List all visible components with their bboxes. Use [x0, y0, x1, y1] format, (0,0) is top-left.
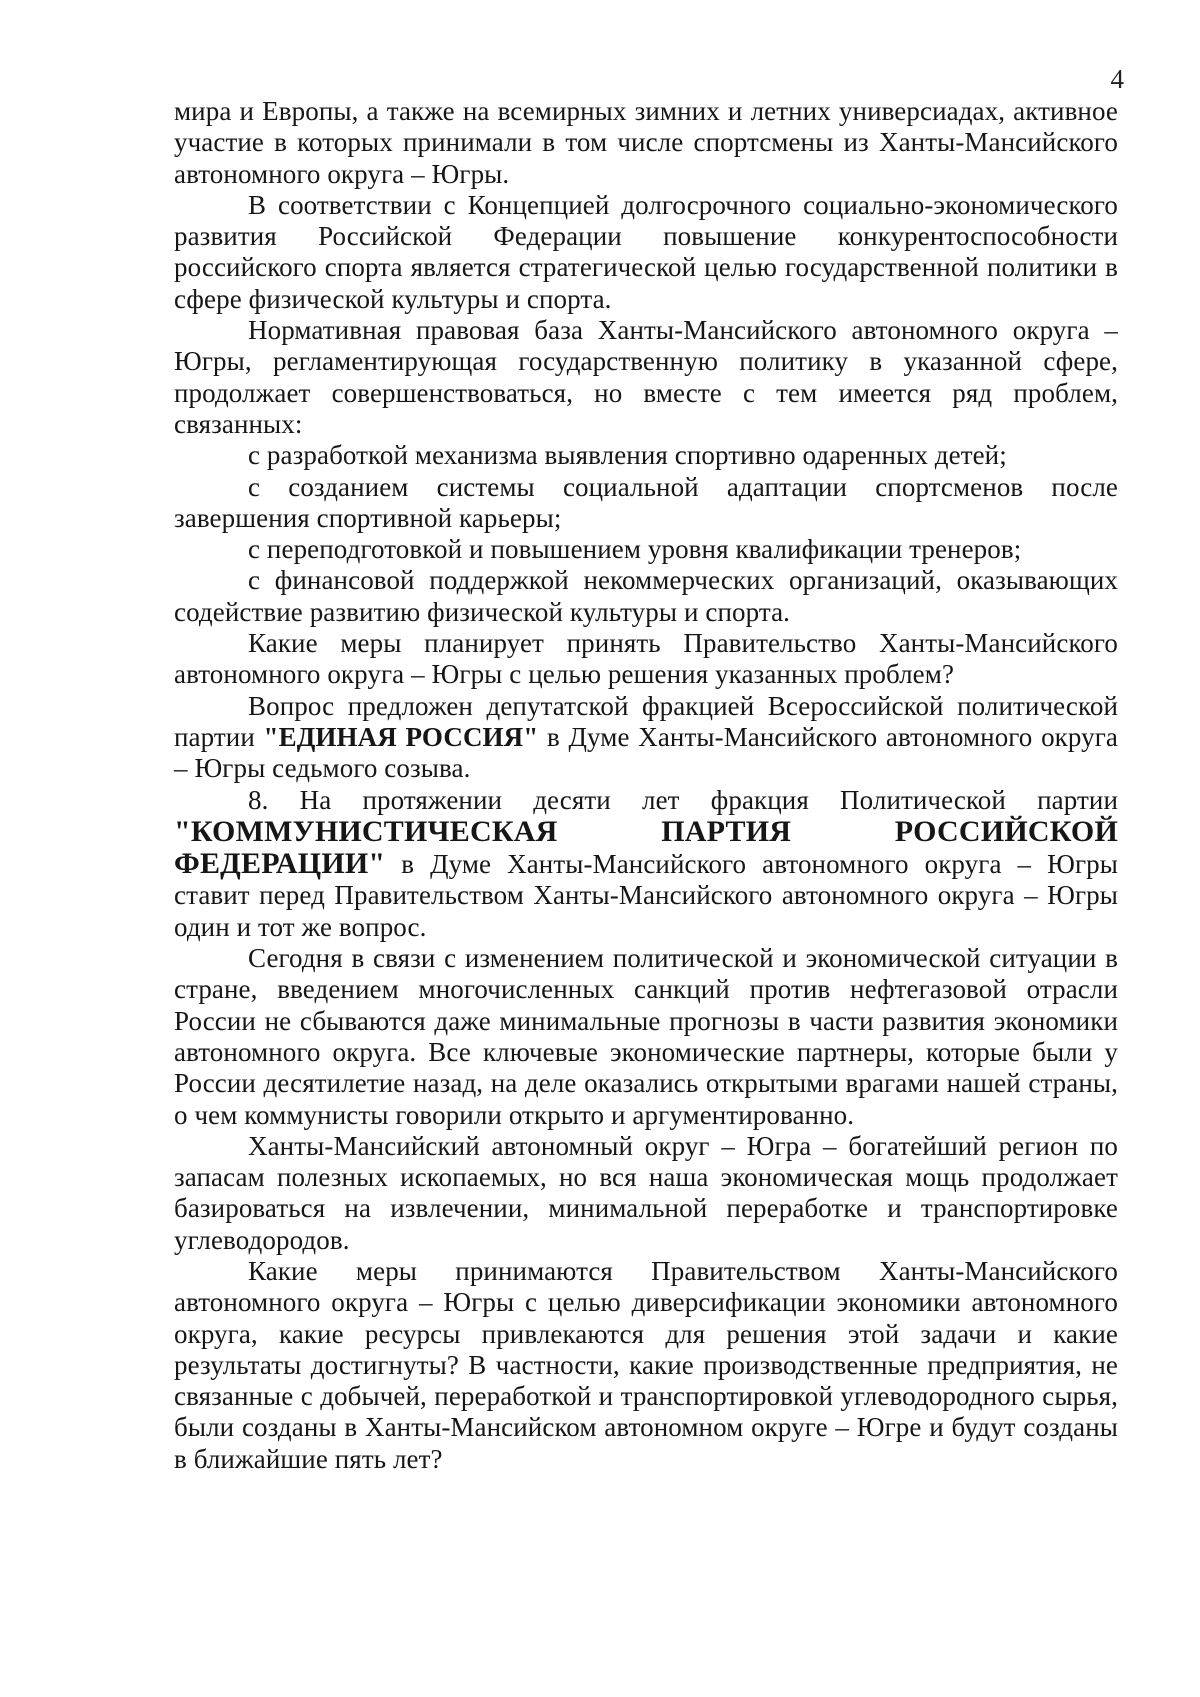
- source-text-before: Вопрос предложен депутатской фракцией Всероссийской политической партии: [174, 690, 1118, 752]
- party-name-communist-party: "КОММУНИСТИЧЕСКАЯ ПАРТИЯ РОССИЙСКОЙ ФЕДЕРАЦИИ": [174, 814, 1118, 881]
- item-8-text-after: в Думе Ханты-Мансийского автономного округа – Югры ставит перед Правительством Ханты-Мансийского автономного округа – Югры один и тот же вопрос.: [174, 849, 1118, 942]
- paragraph-concept: В соответствии с Концепцией долгосрочного социально-экономического развития Российской Федерации повышение конкурентоспособности российского спорта является стратегической целью государственной политики в сфере физической культуры и спорта.: [174, 189, 1118, 314]
- problem-item-coach-training: с переподготовкой и повышением уровня квалификации тренеров;: [248, 534, 1022, 565]
- page-number: 4: [1110, 64, 1124, 94]
- question-diversification: Какие меры принимаются Правительством Ханты-Мансийского автономного округа – Югры с целью диверсификации экономики автономного округа, какие ресурсы привлекаются для решения этой задачи и какие результаты достигнуты? В частности, какие производственные предприятия, не связанные с добычей, переработкой и транспортировкой углеводородного сырья, были созданы в Ханты-Мансийском автономном округе – Югре и будут созданы в ближайшие пять лет?: [174, 1255, 1118, 1474]
- paragraph-continuation: мира и Европы, а также на всемирных зимних и летних универсиадах, активное участие в которых принимали в том числе спортсмены из Ханты-Мансийского автономного округа – Югры.: [174, 96, 1118, 189]
- paragraph-economic-situation: Сегодня в связи с изменением политической и экономической ситуации в стране, введением многочисленных санкций против нефтегазовой отрасли России не сбываются даже минимальные прогнозы в части развития экономики автономного округа. Все ключевые экономические партнеры, которые были у России десятилетие назад, на деле оказались открытыми врагами нашей страны, о чем коммунисты говорили открыто и аргументированно.: [174, 943, 1118, 1130]
- paragraph-united-russia-source: [174, 691, 1118, 785]
- document-body: [174, 96, 1118, 1475]
- question-sports-measures: Какие меры планирует принять Правительство Ханты-Мансийского автономного округа – Югры с целью решения указанных проблем?: [174, 628, 1118, 690]
- problem-item-nonprofit-support: с финансовой поддержкой некоммерческих организаций, оказывающих содействие развитию физической культуры и спорта.: [174, 565, 1118, 627]
- item-8-text-before: 8. На протяжении десяти лет фракция Политической партии: [248, 784, 1118, 815]
- source-text-after: в Думе Ханты-Мансийского автономного округа – Югры седьмого созыва.: [174, 721, 1118, 784]
- paragraph-legal-base: Нормативная правовая база Ханты-Мансийского автономного округа – Югры, регламентирующая государственную политику в указанной сфере, продолжает совершенствоваться, но вместе с тем имеется ряд проблем, связанных:: [174, 315, 1118, 439]
- question-item-8: [174, 785, 1118, 943]
- paragraph-region-resources: Ханты-Мансийский автономный округ – Югра – богатейший регион по запасам полезных ископаемых, но вся наша экономическая мощь продолжает базироваться на извлечении, минимальной переработке и транспортировке углеводородов.: [174, 1130, 1118, 1255]
- problem-item-gifted-children: с разработкой механизма выявления спортивно одаренных детей;: [248, 440, 1007, 471]
- party-name-united-russia: "ЕДИНАЯ РОССИЯ": [263, 721, 539, 752]
- problem-item-social-adaptation: с созданием системы социальной адаптации спортсменов после завершения спортивной карьеры;: [174, 471, 1118, 533]
